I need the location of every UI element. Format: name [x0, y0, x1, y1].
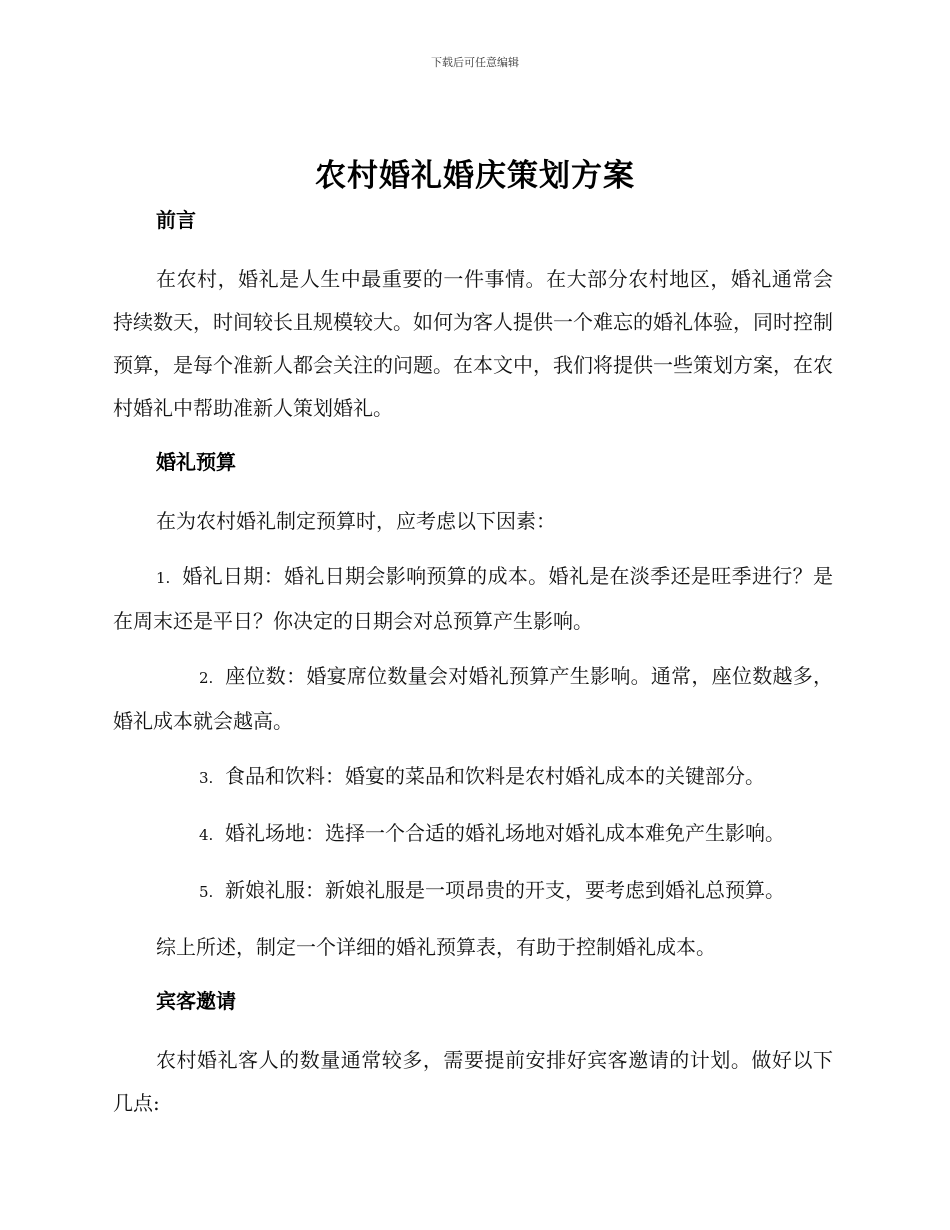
- page-header-note: 下载后可任意编辑: [431, 56, 519, 69]
- intro-paragraph: 在农村，婚礼是人生中最重要的一件事情。在大部分农村地区，婚礼通常会持续数天，时间较长且规模较大。如何为客人提供一个难忘的婚礼体验，同时控制预算，是每个准新人都会关注的问题。在本文中，我们将提供一些策划方案，在农村婚礼中帮助准新人策划婚礼。: [113, 267, 833, 420]
- document-body: [113, 202, 833, 1137]
- budget-lead-paragraph: 在为农村婚礼制定预算时，应考虑以下因素：: [156, 509, 556, 533]
- section-heading-intro: 前言: [156, 208, 196, 232]
- section-heading-budget: 婚礼预算: [156, 450, 236, 474]
- list-number: 2.: [199, 669, 214, 687]
- list-number: 4.: [199, 826, 214, 844]
- list-item-text: 婚礼日期：婚礼日期会影响预算的成本。婚礼是在淡季还是旺季进行？是在周末还是平日？你决定的日期会对总预算产生影响。: [113, 564, 833, 633]
- list-item-text: 座位数：婚宴席位数量会对婚礼预算产生影响。通常，座位数越多，婚礼成本就会越高。: [113, 664, 833, 733]
- list-item-text: 食品和饮料：婚宴的菜品和饮料是农村婚礼成本的关键部分。: [225, 764, 765, 788]
- list-number: 5.: [199, 883, 214, 901]
- document-title: 农村婚礼婚庆策划方案: [315, 158, 635, 194]
- list-item-text: 新娘礼服：新娘礼服是一项昂贵的开支，要考虑到婚礼总预算。: [225, 878, 785, 902]
- guests-paragraph: 农村婚礼客人的数量通常较多，需要提前安排好宾客邀请的计划。做好以下几点:: [113, 1048, 833, 1115]
- budget-list-item-4: [113, 812, 833, 857]
- budget-list-item-1: [113, 555, 833, 643]
- budget-list-item-3: [113, 755, 833, 800]
- budget-list-item-2: [113, 655, 833, 743]
- list-number: 3.: [199, 769, 214, 787]
- budget-summary-paragraph: 综上所述，制定一个详细的婚礼预算表，有助于控制婚礼成本。: [156, 935, 716, 959]
- list-number: 1.: [156, 569, 171, 587]
- section-heading-guests: 宾客邀请: [156, 989, 236, 1013]
- list-item-text: 婚礼场地：选择一个合适的婚礼场地对婚礼成本难免产生影响。: [225, 821, 785, 845]
- budget-list-item-5: [113, 869, 833, 914]
